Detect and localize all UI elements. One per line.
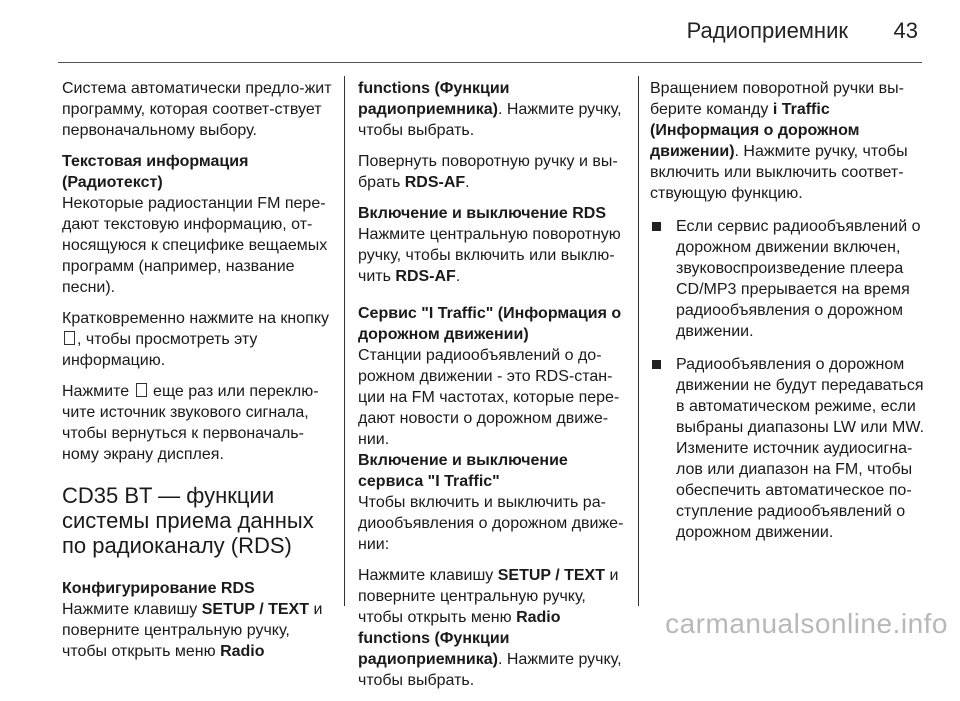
setup-key-label: SETUP / TEXT [497, 567, 605, 584]
text-fragment: . [465, 174, 470, 191]
radio-menu-label: Radio [220, 643, 265, 660]
radiotext-paragraph: Некоторые радиостанции FM пере-дают текстовую информацию, от-носящуюся к специфике вещаемых программ (например, название песни). [62, 195, 328, 296]
bullet-square-icon [652, 222, 661, 231]
text-fragment: и поверните центральную ручку, чтобы открыть меню [358, 567, 619, 626]
text-button-icon [64, 331, 75, 345]
text-fragment: Нажмите клавишу [358, 567, 498, 584]
intro-paragraph: Система автоматически предло-жит программу, которая соответ-ствует первоначальному выбору. [62, 80, 332, 139]
section-title: CD35 BT — функции системы приема данных по радиоканалу (RDS) [62, 483, 314, 558]
radiotext-return [62, 381, 332, 465]
list-item-text: Если сервис радиообъявлений о дорожном движении включен, звуковоспроизведение плеера CD/MP3 прерывается на время радиообъявления о дорожном движении. [676, 218, 921, 340]
text-fragment: Нажмите [62, 383, 134, 400]
traffic-paragraph: Станции радиообъявлений о до-рожном движении - это RDS-стан-ции на FM частотах, которые пере-дают новости о дорожном движе-нии. [358, 347, 620, 448]
traffic-instruction [358, 565, 630, 691]
column-divider-1 [344, 76, 345, 606]
column-3 [650, 78, 926, 555]
radio-functions-paragraph [358, 78, 630, 141]
text-fragment: и поверните центральную ручку, чтобы открыть меню [62, 601, 323, 660]
page-number: 43 [893, 18, 918, 43]
header-divider [58, 62, 922, 63]
traffic-heading: Сервис "I Traffic" (Информация о дорожном движении) [358, 305, 622, 343]
list-item [650, 354, 926, 543]
rds-onoff-paragraph [358, 224, 630, 287]
text-fragment: . Нажмите ручку, чтобы включить или выключить соответ-ствующую функцию. [650, 143, 908, 202]
setup-key-label: SETUP / TEXT [201, 601, 309, 618]
column-2 [358, 78, 630, 701]
column-divider-2 [638, 76, 639, 606]
text-fragment: . [455, 268, 461, 285]
page-title: Радиоприемник [686, 18, 848, 43]
text-fragment: . Нажмите ручку, чтобы выбрать. [358, 651, 622, 689]
rds-config-paragraph [62, 599, 332, 662]
radio-menu-label: Radio functions (Функции радиоприемника) [358, 609, 561, 668]
rds-onoff-heading: Включение и выключение RDS [358, 205, 607, 222]
radiotext-instruction [62, 308, 332, 371]
rds-af-paragraph [358, 151, 630, 193]
bullet-square-icon [652, 360, 661, 369]
radio-functions-label: functions (Функции радиоприемника) [358, 80, 510, 118]
watermark: carmanualsonline.info [665, 608, 948, 639]
rds-af-label: RDS-AF [404, 174, 466, 191]
text-fragment: , чтобы просмотреть эту информацию. [62, 331, 258, 369]
column-1 [62, 78, 332, 672]
rds-config-heading: Конфигурирование RDS [62, 580, 255, 597]
text-button-icon [136, 383, 147, 397]
notes-list [650, 216, 926, 543]
text-fragment: Повернуть поворотную ручку и вы-брать [358, 153, 618, 191]
rds-af-label: RDS-AF [395, 268, 456, 285]
traffic-onoff-paragraph: Чтобы включить и выключить ра-диообъявления о дорожном движе-нии: [358, 494, 624, 553]
text-fragment: еще раз или переклю-чите источник звукового сигнала, чтобы вернуться к первоначаль-ному экрану дисплея. [62, 383, 319, 463]
traffic-select-paragraph [650, 78, 926, 204]
list-item-text: Радиообъявления о дорожном движении не будут передаваться в автоматическом режиме, если выбраны диапазоны LW или MW. Измените источник аудиосигна-лов или диапазон на FM, чтобы обеспечить автоматическое по-ступление радиообъявлений о дорожном движении. [676, 356, 925, 541]
text-fragment: . Нажмите ручку, чтобы выбрать. [358, 101, 622, 139]
text-fragment: Нажмите центральную поворотную ручку, чтобы включить или выклю-чить [358, 226, 621, 285]
text-fragment: Кратковременно нажмите на кнопку [62, 310, 330, 327]
text-fragment: Вращением поворотной ручки вы-берите команду [650, 80, 904, 118]
traffic-command-label: i Traffic (Информация о дорожном движении) [650, 101, 860, 160]
text-fragment: Нажмите клавишу [62, 601, 202, 618]
traffic-onoff-heading: Включение и выключение сервиса "I Traffic" [358, 452, 568, 490]
page-header [0, 0, 960, 62]
radiotext-heading: Текстовая информация (Радиотекст) [62, 153, 249, 191]
list-item [650, 216, 926, 342]
